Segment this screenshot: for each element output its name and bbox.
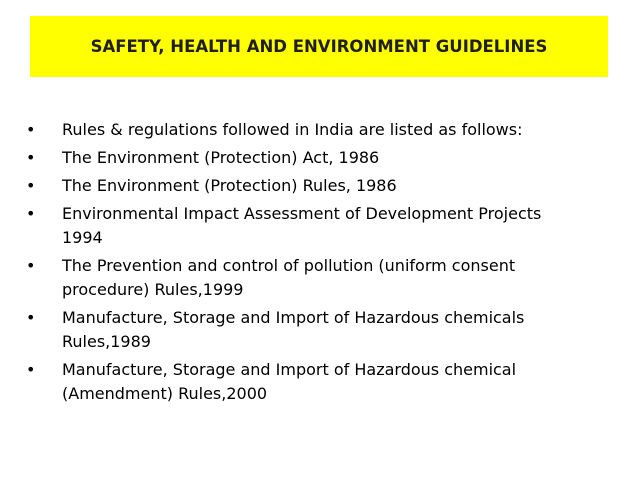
list-item-text-continued: Rules,1989 xyxy=(62,332,151,351)
bullet-icon: • xyxy=(26,148,36,167)
bullet-icon: • xyxy=(26,308,36,327)
list-item-text: Environmental Impact Assessment of Development Projects xyxy=(62,204,542,223)
list-item xyxy=(26,254,616,302)
list-item-text: Rules & regulations followed in India are listed as follows: xyxy=(62,120,523,139)
list-item xyxy=(26,118,616,142)
bullet-icon: • xyxy=(26,360,36,379)
list-item xyxy=(26,358,616,406)
list-item-text-continued: 1994 xyxy=(62,228,103,247)
list-item xyxy=(26,202,616,250)
guidelines-list xyxy=(26,118,616,410)
bullet-icon: • xyxy=(26,256,36,275)
bullet-icon: • xyxy=(26,204,36,223)
list-item xyxy=(26,146,616,170)
list-item-text-continued: procedure) Rules,1999 xyxy=(62,280,244,299)
list-item-text: Manufacture, Storage and Import of Hazardous chemicals xyxy=(62,308,525,327)
list-item-text: The Environment (Protection) Act, 1986 xyxy=(62,148,380,167)
list-item-text-continued: (Amendment) Rules,2000 xyxy=(62,384,268,403)
list-item-text: The Prevention and control of pollution (uniform consent xyxy=(62,256,516,275)
list-item-text: Manufacture, Storage and Import of Hazardous chemical xyxy=(62,360,517,379)
title-banner xyxy=(30,16,608,77)
list-item xyxy=(26,174,616,198)
bullet-icon: • xyxy=(26,120,36,139)
list-item-text: The Environment (Protection) Rules, 1986 xyxy=(62,176,397,195)
page-title: SAFETY, HEALTH AND ENVIRONMENT GUIDELINES xyxy=(90,37,548,56)
list-item xyxy=(26,306,616,354)
bullet-icon: • xyxy=(26,176,36,195)
